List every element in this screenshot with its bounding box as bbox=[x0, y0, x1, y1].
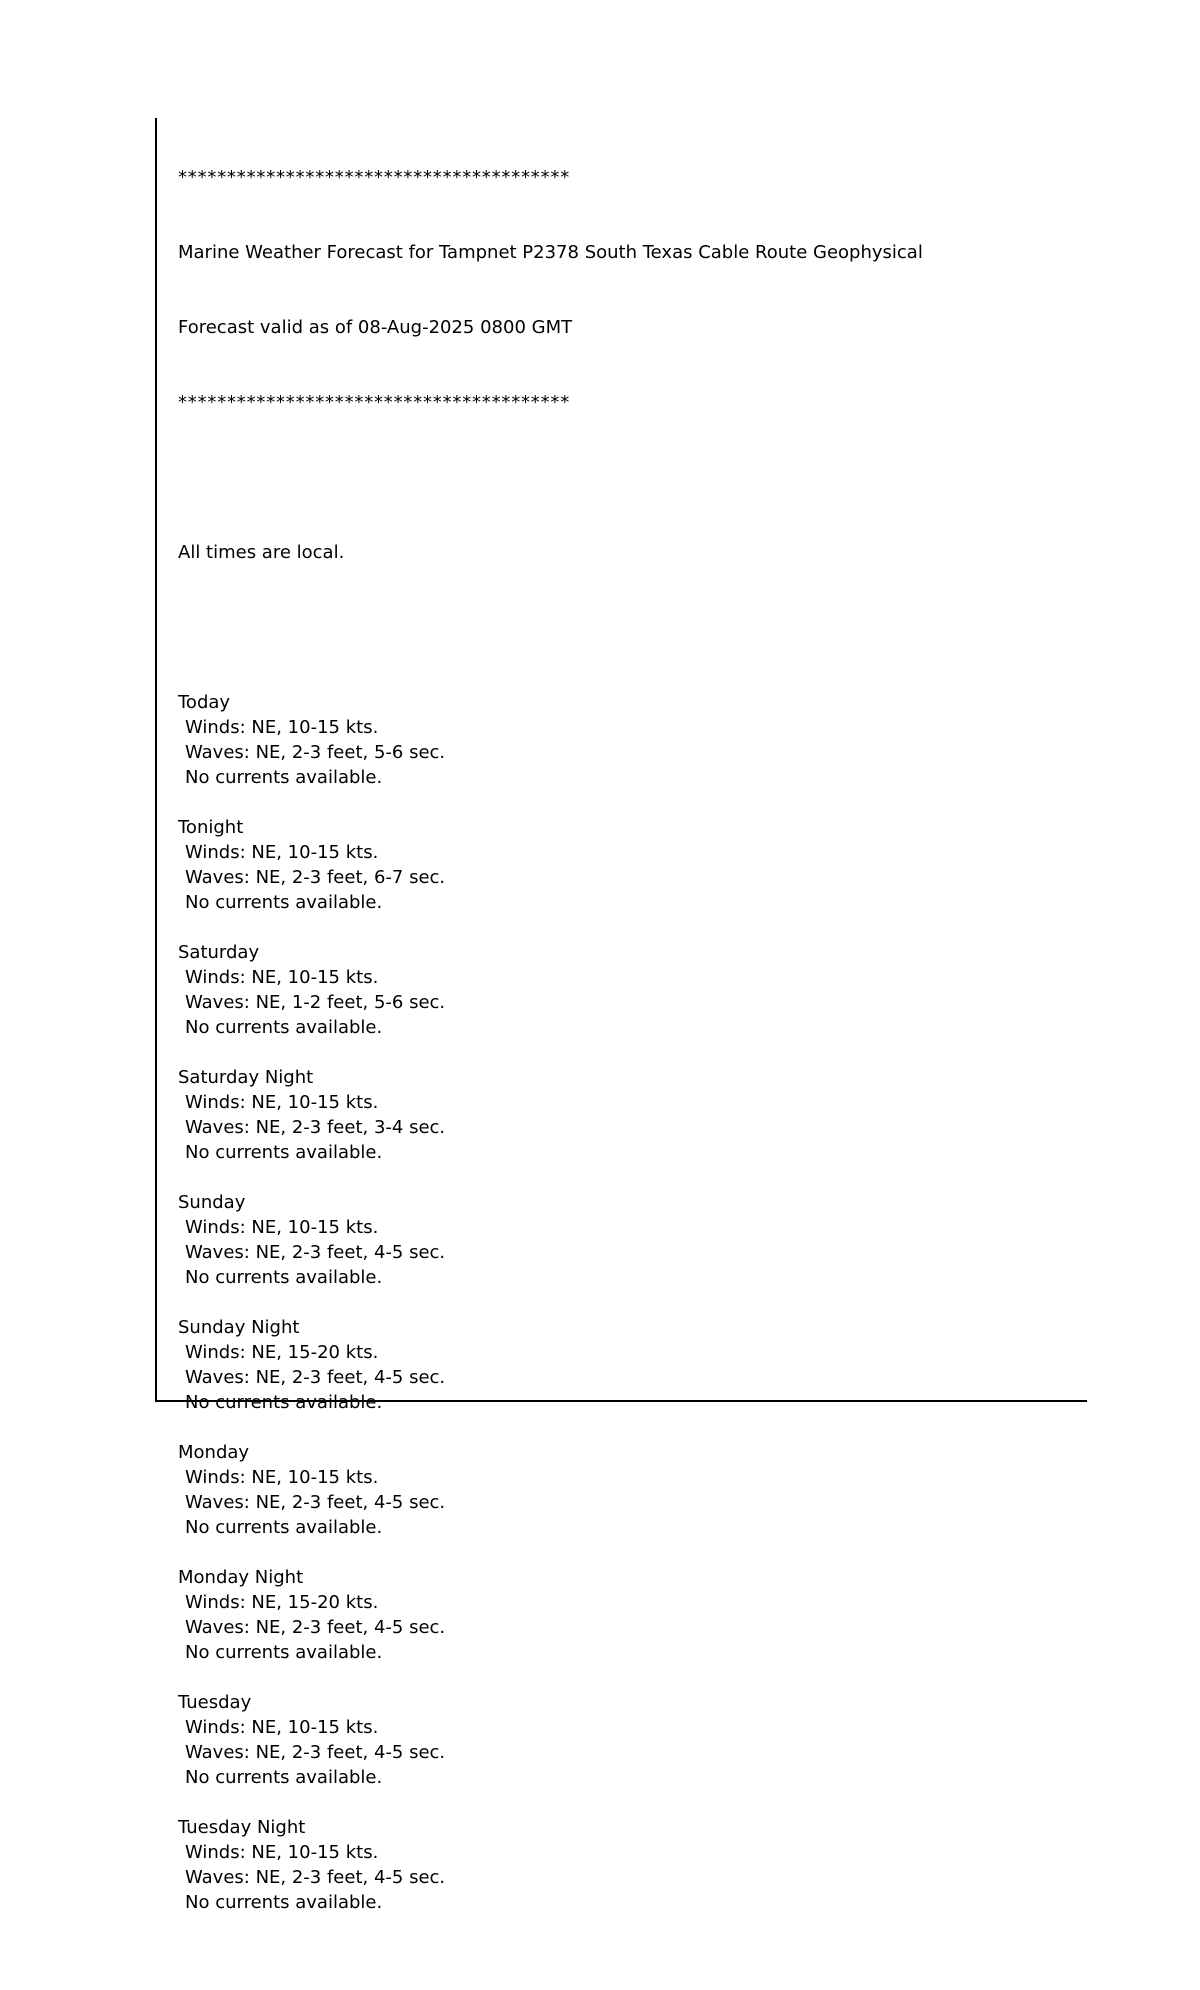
blank-line bbox=[178, 1665, 923, 1690]
winds-line: Winds: NE, 15-20 kts. bbox=[185, 1342, 379, 1363]
section-label: Sunday bbox=[178, 1192, 246, 1213]
section-label: Monday Night bbox=[178, 1567, 304, 1588]
section-label: Today bbox=[178, 692, 231, 713]
winds-line: Winds: NE, 10-15 kts. bbox=[185, 1217, 379, 1238]
forecast-text bbox=[178, 115, 923, 1990]
section-label: Saturday Night bbox=[178, 1067, 314, 1088]
waves-line: Waves: NE, 1-2 feet, 5-6 sec. bbox=[185, 992, 446, 1013]
section-label: Sunday Night bbox=[178, 1317, 300, 1338]
currents-line: No currents available. bbox=[185, 1142, 383, 1163]
waves-line: Waves: NE, 2-3 feet, 4-5 sec. bbox=[185, 1617, 446, 1638]
winds-line: Winds: NE, 10-15 kts. bbox=[185, 1842, 379, 1863]
currents-line: No currents available. bbox=[185, 1392, 383, 1413]
blank-line bbox=[178, 1165, 923, 1190]
section-label: Saturday bbox=[178, 942, 260, 963]
currents-line: No currents available. bbox=[185, 1017, 383, 1038]
blank-line bbox=[178, 1290, 923, 1315]
currents-line: No currents available. bbox=[185, 1267, 383, 1288]
times-note: All times are local. bbox=[178, 542, 345, 563]
blank-line bbox=[178, 1415, 923, 1440]
blank-line bbox=[178, 790, 923, 815]
currents-line: No currents available. bbox=[185, 1642, 383, 1663]
section-label: Monday bbox=[178, 1442, 250, 1463]
currents-line: No currents available. bbox=[185, 1892, 383, 1913]
winds-line: Winds: NE, 10-15 kts. bbox=[185, 1717, 379, 1738]
document-subtitle: Forecast valid as of 08-Aug-2025 0800 GMT bbox=[178, 317, 573, 338]
waves-line: Waves: NE, 2-3 feet, 4-5 sec. bbox=[185, 1867, 446, 1888]
winds-line: Winds: NE, 10-15 kts. bbox=[185, 1467, 379, 1488]
separator-line-top: **************************************** bbox=[178, 167, 570, 188]
waves-line: Waves: NE, 2-3 feet, 5-6 sec. bbox=[185, 742, 446, 763]
forecast-sections bbox=[178, 690, 923, 1940]
winds-line: Winds: NE, 10-15 kts. bbox=[185, 1092, 379, 1113]
currents-line: No currents available. bbox=[185, 767, 383, 788]
blank-line bbox=[178, 1040, 923, 1065]
waves-line: Waves: NE, 2-3 feet, 4-5 sec. bbox=[185, 1367, 446, 1388]
winds-line: Winds: NE, 10-15 kts. bbox=[185, 842, 379, 863]
currents-line: No currents available. bbox=[185, 1517, 383, 1538]
separator-line-bottom: **************************************** bbox=[178, 392, 570, 413]
blank-line bbox=[178, 915, 923, 940]
waves-line: Waves: NE, 2-3 feet, 3-4 sec. bbox=[185, 1117, 446, 1138]
waves-line: Waves: NE, 2-3 feet, 6-7 sec. bbox=[185, 867, 446, 888]
waves-line: Waves: NE, 2-3 feet, 4-5 sec. bbox=[185, 1742, 446, 1763]
section-label: Tuesday Night bbox=[178, 1817, 306, 1838]
section-label: Tonight bbox=[178, 817, 244, 838]
currents-line: No currents available. bbox=[185, 892, 383, 913]
winds-line: Winds: NE, 10-15 kts. bbox=[185, 717, 379, 738]
blank-line bbox=[178, 465, 923, 490]
blank-line bbox=[178, 615, 923, 640]
waves-line: Waves: NE, 2-3 feet, 4-5 sec. bbox=[185, 1492, 446, 1513]
currents-line: No currents available. bbox=[185, 1767, 383, 1788]
blank-line bbox=[178, 1540, 923, 1565]
winds-line: Winds: NE, 15-20 kts. bbox=[185, 1592, 379, 1613]
blank-line bbox=[178, 1790, 923, 1815]
waves-line: Waves: NE, 2-3 feet, 4-5 sec. bbox=[185, 1242, 446, 1263]
winds-line: Winds: NE, 10-15 kts. bbox=[185, 967, 379, 988]
blank-line bbox=[178, 1915, 923, 1940]
document-title: Marine Weather Forecast for Tampnet P2378 South Texas Cable Route Geophysical bbox=[178, 242, 923, 263]
section-label: Tuesday bbox=[178, 1692, 252, 1713]
